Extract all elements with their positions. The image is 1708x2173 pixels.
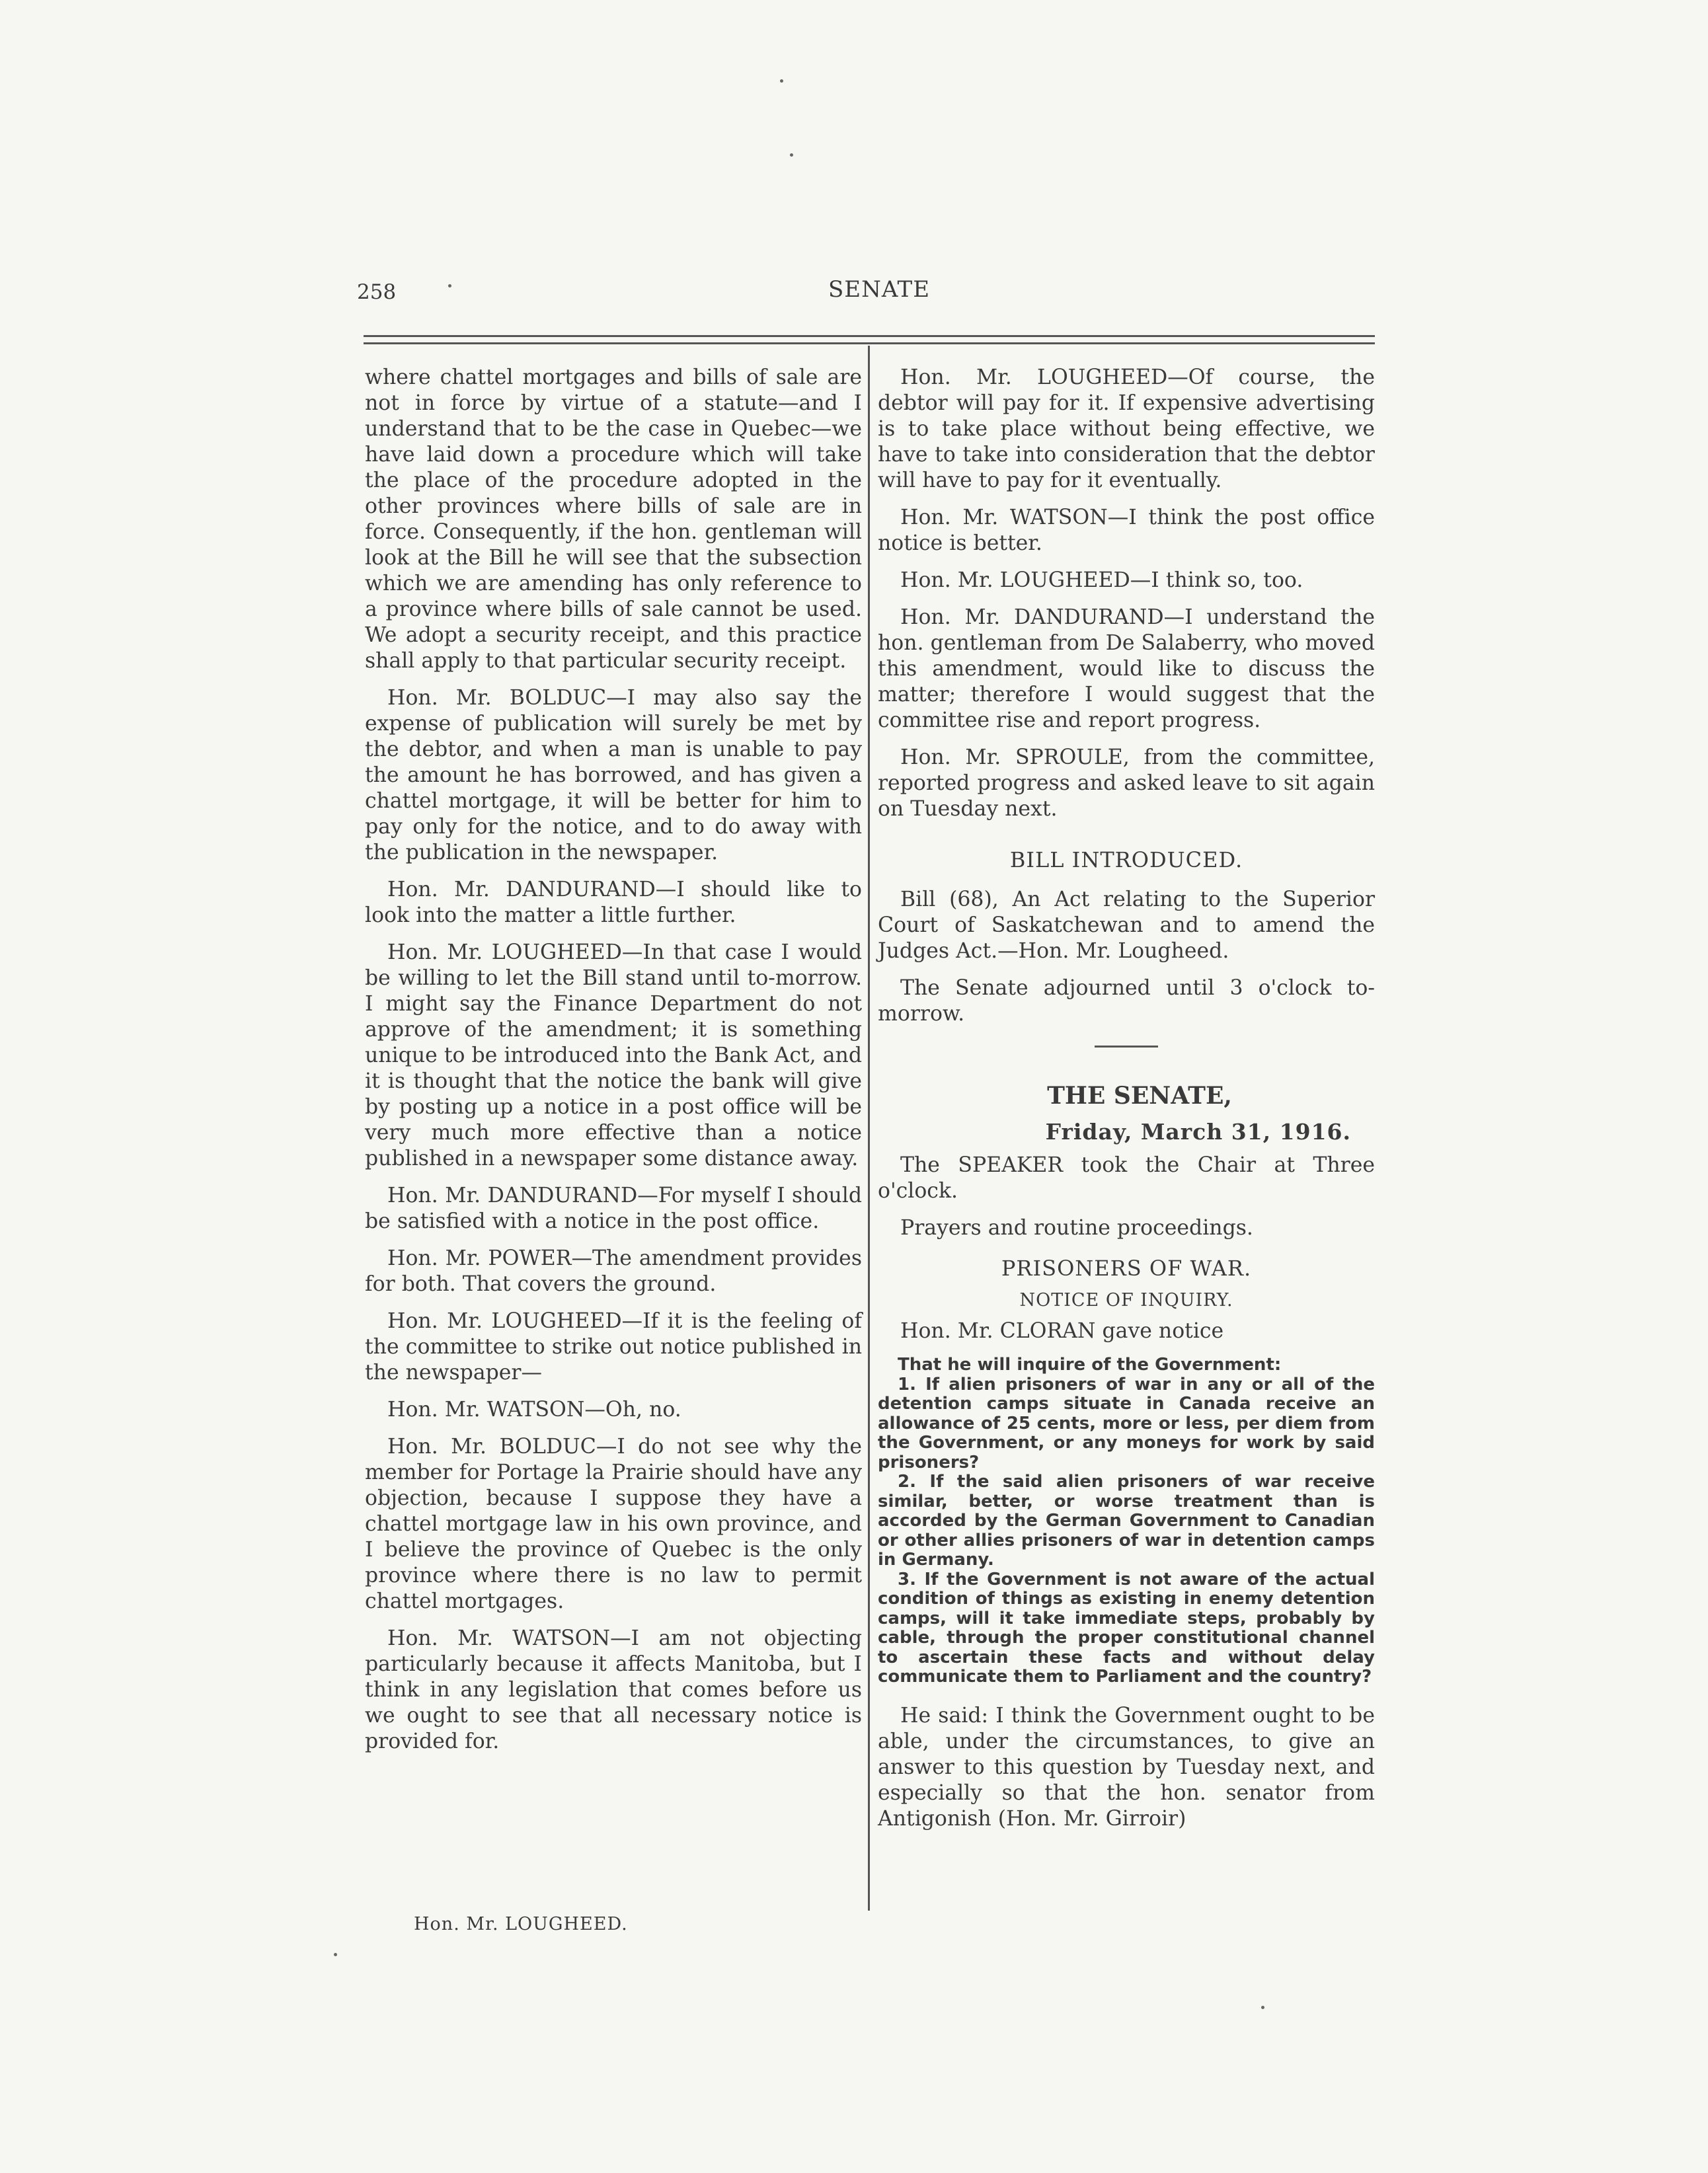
column-divider xyxy=(868,346,870,1911)
paragraph: Hon. Mr. DANDURAND—I understand the hon. gentleman from De Salaberry, who moved this amendment, would like to discuss the matter; therefore I would suggest that the committee rise and report progress. xyxy=(878,605,1375,732)
paragraph: The Senate adjourned until 3 o'clock to-morrow. xyxy=(878,976,1375,1026)
notice-line: 3. If the Government is not aware of the actual condition of things as existing in enemy detention camps, will it take immediate steps, probably by cable, through the proper constitutional channel to ascertain these facts and without delay communicate them to Parliament and the country? xyxy=(878,1569,1375,1687)
paragraph: where chattel mortgages and bills of sale are not in force by virtue of a statute—and I understand that to be the case in Quebec—we have laid down a procedure which will take the place of the procedure adopted in the other provinces where bills of sale are in force. Consequently, if the hon. gentleman will look at the Bill he will see that the subsection which we are amending has only reference to a province where bills of sale cannot be used. We adopt a security receipt, and this practice shall apply to that particular security receipt. xyxy=(365,365,862,673)
footer-speaker-note: Hon. Mr. LOUGHEED. xyxy=(414,1914,628,1934)
scan-speck xyxy=(790,153,793,157)
paragraph: Hon. Mr. WATSON—Oh, no. xyxy=(387,1398,681,1422)
notice-line: 1. If alien prisoners of war in any or all of the detention camps situate in Canada receive an allowance of 25 cents, more or less, per diem from the Government, or any moneys for work by said prisoners? xyxy=(878,1374,1375,1472)
paragraph: Hon. Mr. LOUGHEED—In that case I would be willing to let the Bill stand until to-morrow. I might say the Finance Department do not approve of the amendment; it is something unique to be introduced into the Bank Act, and it is thought that the notice the bank will give by posting up a notice in a post office will be very much more effective than a notice published in a newspaper some distance away. xyxy=(365,940,862,1170)
notice-line: That he will inquire of the Government: xyxy=(898,1355,1282,1375)
scan-speck xyxy=(448,284,451,287)
paragraph: Hon. Mr. WATSON—I think the post office notice is better. xyxy=(878,506,1375,555)
section-divider xyxy=(1095,1046,1158,1048)
paragraph: Prayers and routine proceedings. xyxy=(900,1216,1253,1240)
paragraph: Hon. Mr. LOUGHEED—Of course, the debtor will pay for it. If expensive advertising is to take place without being effective, we have to take into consideration that the debtor will have to pay for it eventually. xyxy=(878,365,1375,492)
paragraph: Hon. Mr. LOUGHEED—I think so, too. xyxy=(900,568,1303,592)
scan-speck xyxy=(780,79,783,83)
paragraph: He said: I think the Government ought to be able, under the circumstances, to give an answer to this question by Tuesday next, and especially so that the hon. senator from Antigonish (Hon. Mr. Girroir) xyxy=(878,1703,1375,1831)
running-head: SENATE xyxy=(828,276,931,303)
notice-of-inquiry-text xyxy=(878,1355,1375,1687)
paragraph: Bill (68), An Act relating to the Superior Court of Saskatchewan and to amend the Judges Act.—Hon. Mr. Lougheed. xyxy=(878,888,1375,963)
left-column xyxy=(365,365,862,1766)
scan-speck xyxy=(1261,2006,1264,2009)
scan-speck xyxy=(334,1953,337,1956)
section-heading-bill-introduced: BILL INTRODUCED. xyxy=(1009,847,1243,872)
paragraph: Hon. Mr. SPROULE, from the committee, reported progress and asked leave to sit again on Tuesday next. xyxy=(878,745,1375,821)
paragraph: Hon. Mr. LOUGHEED—If it is the feeling of the committee to strike out notice published in the newspaper— xyxy=(365,1309,862,1385)
paragraph: Hon. Mr. WATSON—I am not objecting particularly because it affects Manitoba, but I think in any legislation that comes before us we ought to see that all necessary notice is provided for. xyxy=(365,1626,862,1753)
section-heading-prisoners-of-war: PRISONERS OF WAR. xyxy=(1001,1256,1252,1281)
paragraph: Hon. Mr. BOLDUC—I may also say the expense of publication will surely be met by the debtor, and when a man is unable to pay the amount he has borrowed, and has given a chattel mortgage, it will be better for him to pay only for the notice, and to do away with the publication in the newspaper. xyxy=(365,686,862,864)
sitting-heading: THE SENATE, xyxy=(1047,1082,1232,1110)
subheading-notice-of-inquiry: NOTICE OF INQUIRY. xyxy=(1019,1290,1233,1311)
page-number: 258 xyxy=(357,280,397,304)
right-column xyxy=(878,365,1375,1843)
paragraph: Hon. Mr. POWER—The amendment provides for both. That covers the ground. xyxy=(365,1246,862,1296)
header-double-rule xyxy=(364,335,1375,344)
paragraph: Hon. Mr. BOLDUC—I do not see why the member for Portage la Prairie should have any objection, because I suppose they have a chattel mortgage law in his own province, and I believe the province of Quebec is the only province where there is no law to permit chattel mortgages. xyxy=(365,1435,862,1613)
sitting-date: Friday, March 31, 1916. xyxy=(1045,1119,1351,1145)
notice-line: 2. If the said alien prisoners of war receive similar, better, or worse treatment than is accorded by the German Government to Canadian or other allies prisoners of war in detention camps in Germany. xyxy=(878,1472,1375,1570)
paragraph: The SPEAKER took the Chair at Three o'clock. xyxy=(878,1153,1375,1203)
paragraph: Hon. Mr. DANDURAND—For myself I should be satisfied with a notice in the post office. xyxy=(365,1184,862,1233)
paragraph: Hon. Mr. DANDURAND—I should like to look into the matter a little further. xyxy=(365,878,862,927)
paragraph: Hon. Mr. CLORAN gave notice xyxy=(900,1319,1224,1343)
